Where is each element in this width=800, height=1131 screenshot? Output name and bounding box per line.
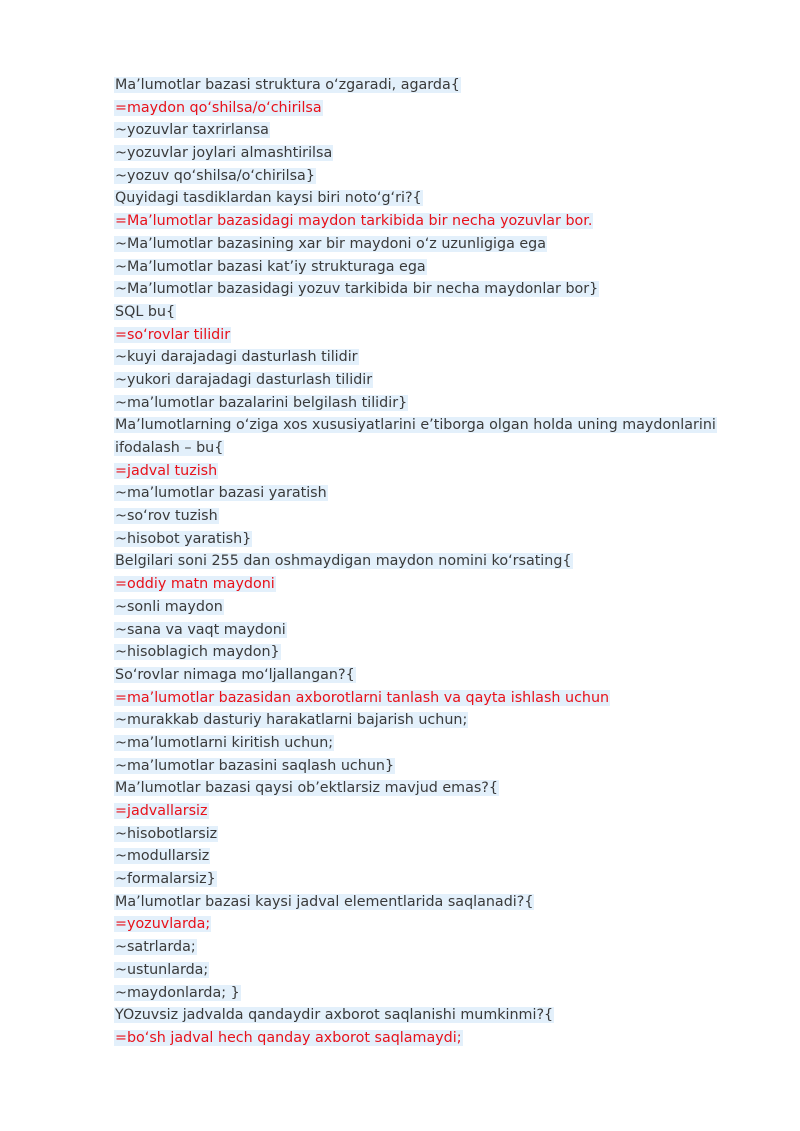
correct-answer-line [114, 1027, 764, 1050]
text-line [114, 301, 764, 324]
line-text: ~satrlarda; [115, 939, 196, 956]
text-line [114, 596, 764, 619]
text-line [114, 142, 764, 165]
text-line [114, 482, 764, 505]
text-line [114, 845, 764, 868]
text-line [114, 187, 764, 210]
correct-answer-line [114, 460, 764, 483]
text-line [114, 891, 764, 914]
line-text: =maydon qo‘shilsa/o‘chirilsa [115, 99, 322, 116]
line-text: ~sonli maydon [115, 598, 223, 615]
text-line [114, 1004, 764, 1027]
line-text: ~ma’lumotlar bazasini saqlash uchun} [115, 757, 395, 774]
correct-answer-line [114, 913, 764, 936]
text-line [114, 278, 764, 301]
text-line [114, 959, 764, 982]
line-text: ~modullarsiz [115, 848, 210, 865]
correct-answer-line [114, 210, 764, 233]
correct-answer-line [114, 324, 764, 347]
line-text: ~ma’lumotlar bazalarini belgilash tilidir} [115, 394, 408, 411]
line-text: ~ma’lumotlar bazasi yaratish [115, 485, 327, 502]
text-line [114, 709, 764, 732]
line-text: ~yukori darajadagi dasturlash tilidir [115, 371, 373, 388]
text-line [114, 982, 764, 1005]
line-text: =ma’lumotlar bazasidan axborotlarni tanlash va qayta ishlash uchun [115, 689, 610, 706]
text-line [114, 392, 764, 415]
line-text: =so‘rovlar tilidir [115, 326, 231, 343]
line-text: Ma’lumotlar bazasi kaysi jadval elementlarida saqlanadi?{ [115, 893, 534, 910]
line-text: ~hisobotlarsiz [115, 825, 218, 842]
line-text: ~Ma’lumotlar bazasi kat’iy strukturaga ega [115, 258, 426, 275]
line-text: ~yozuv qo‘shilsa/o‘chirilsa} [115, 167, 315, 184]
line-text: Ma’lumotlarning o‘ziga xos xususiyatlarini e’tiborga olgan holda uning maydonlarini [115, 417, 716, 434]
correct-answer-line [114, 97, 764, 120]
text-line [114, 550, 764, 573]
line-text: ~maydonlarda; } [115, 984, 240, 1001]
text-line [114, 777, 764, 800]
line-text: Belgilari soni 255 dan oshmaydigan maydon nomini ko‘rsating{ [115, 553, 572, 570]
text-line [114, 369, 764, 392]
text-line [114, 256, 764, 279]
line-text: ~sana va vaqt maydoni [115, 621, 286, 638]
line-text: ~yozuvlar taxrirlansa [115, 122, 269, 139]
text-line [114, 165, 764, 188]
correct-answer-line [114, 800, 764, 823]
line-text: ~yozuvlar joylari almashtirilsa [115, 145, 333, 162]
text-line [114, 868, 764, 891]
line-text: ~ustunlarda; [115, 961, 209, 978]
text-line [114, 619, 764, 642]
text-line [114, 505, 764, 528]
text-line [114, 528, 764, 551]
line-text: ~kuyi darajadagi dasturlash tilidir [115, 349, 358, 366]
text-line [114, 755, 764, 778]
text-line [114, 936, 764, 959]
text-line [114, 414, 764, 437]
text-line [114, 233, 764, 256]
line-text: =oddiy matn maydoni [115, 576, 275, 593]
text-line [114, 346, 764, 369]
line-text: Ma’lumotlar bazasi struktura o‘zgaradi, agarda{ [115, 77, 460, 93]
line-text: ~formalarsiz} [115, 871, 216, 888]
line-text: ~Ma’lumotlar bazasining xar bir maydoni o‘z uzunligiga ega [115, 235, 547, 252]
line-text: Quyidagi tasdiklardan kaysi biri noto‘g‘ri?{ [115, 190, 422, 207]
line-text: ~hisobot yaratish} [115, 530, 252, 547]
line-text: SQL bu{ [115, 303, 176, 320]
text-line [114, 664, 764, 687]
line-text: ~so‘rov tuzish [115, 508, 218, 525]
line-text: =bo‘sh jadval hech qanday axborot saqlamaydi; [115, 1029, 462, 1046]
line-text: =jadval tuzish [115, 462, 218, 479]
correct-answer-line [114, 687, 764, 710]
line-text: YOzuvsiz jadvalda qandaydir axborot saqlanishi mumkinmi?{ [115, 1007, 554, 1024]
text-line [114, 74, 764, 97]
text-line [114, 119, 764, 142]
line-text: So‘rovlar nimaga mo‘ljallangan?{ [115, 666, 355, 683]
text-line [114, 437, 764, 460]
text-line [114, 641, 764, 664]
line-text: ~murakkab dasturiy harakatlarni bajarish uchun; [115, 712, 468, 729]
line-text: ~Ma’lumotlar bazasidagi yozuv tarkibida bir necha maydonlar bor} [115, 281, 599, 298]
quiz-text-body [114, 74, 764, 1050]
correct-answer-line [114, 573, 764, 596]
text-line [114, 732, 764, 755]
line-text: ~ma’lumotlarni kiritish uchun; [115, 734, 334, 751]
line-text: Ma’lumotlar bazasi qaysi ob’ektlarsiz mavjud emas?{ [115, 780, 498, 797]
line-text: ifodalash – bu{ [115, 440, 224, 456]
line-text: ~hisoblagich maydon} [115, 644, 280, 661]
text-line [114, 823, 764, 846]
line-text: =jadvallarsiz [115, 803, 208, 819]
line-text: =Ma’lumotlar bazasidagi maydon tarkibida bir necha yozuvlar bor. [115, 213, 593, 230]
line-text: =yozuvlarda; [115, 916, 211, 933]
